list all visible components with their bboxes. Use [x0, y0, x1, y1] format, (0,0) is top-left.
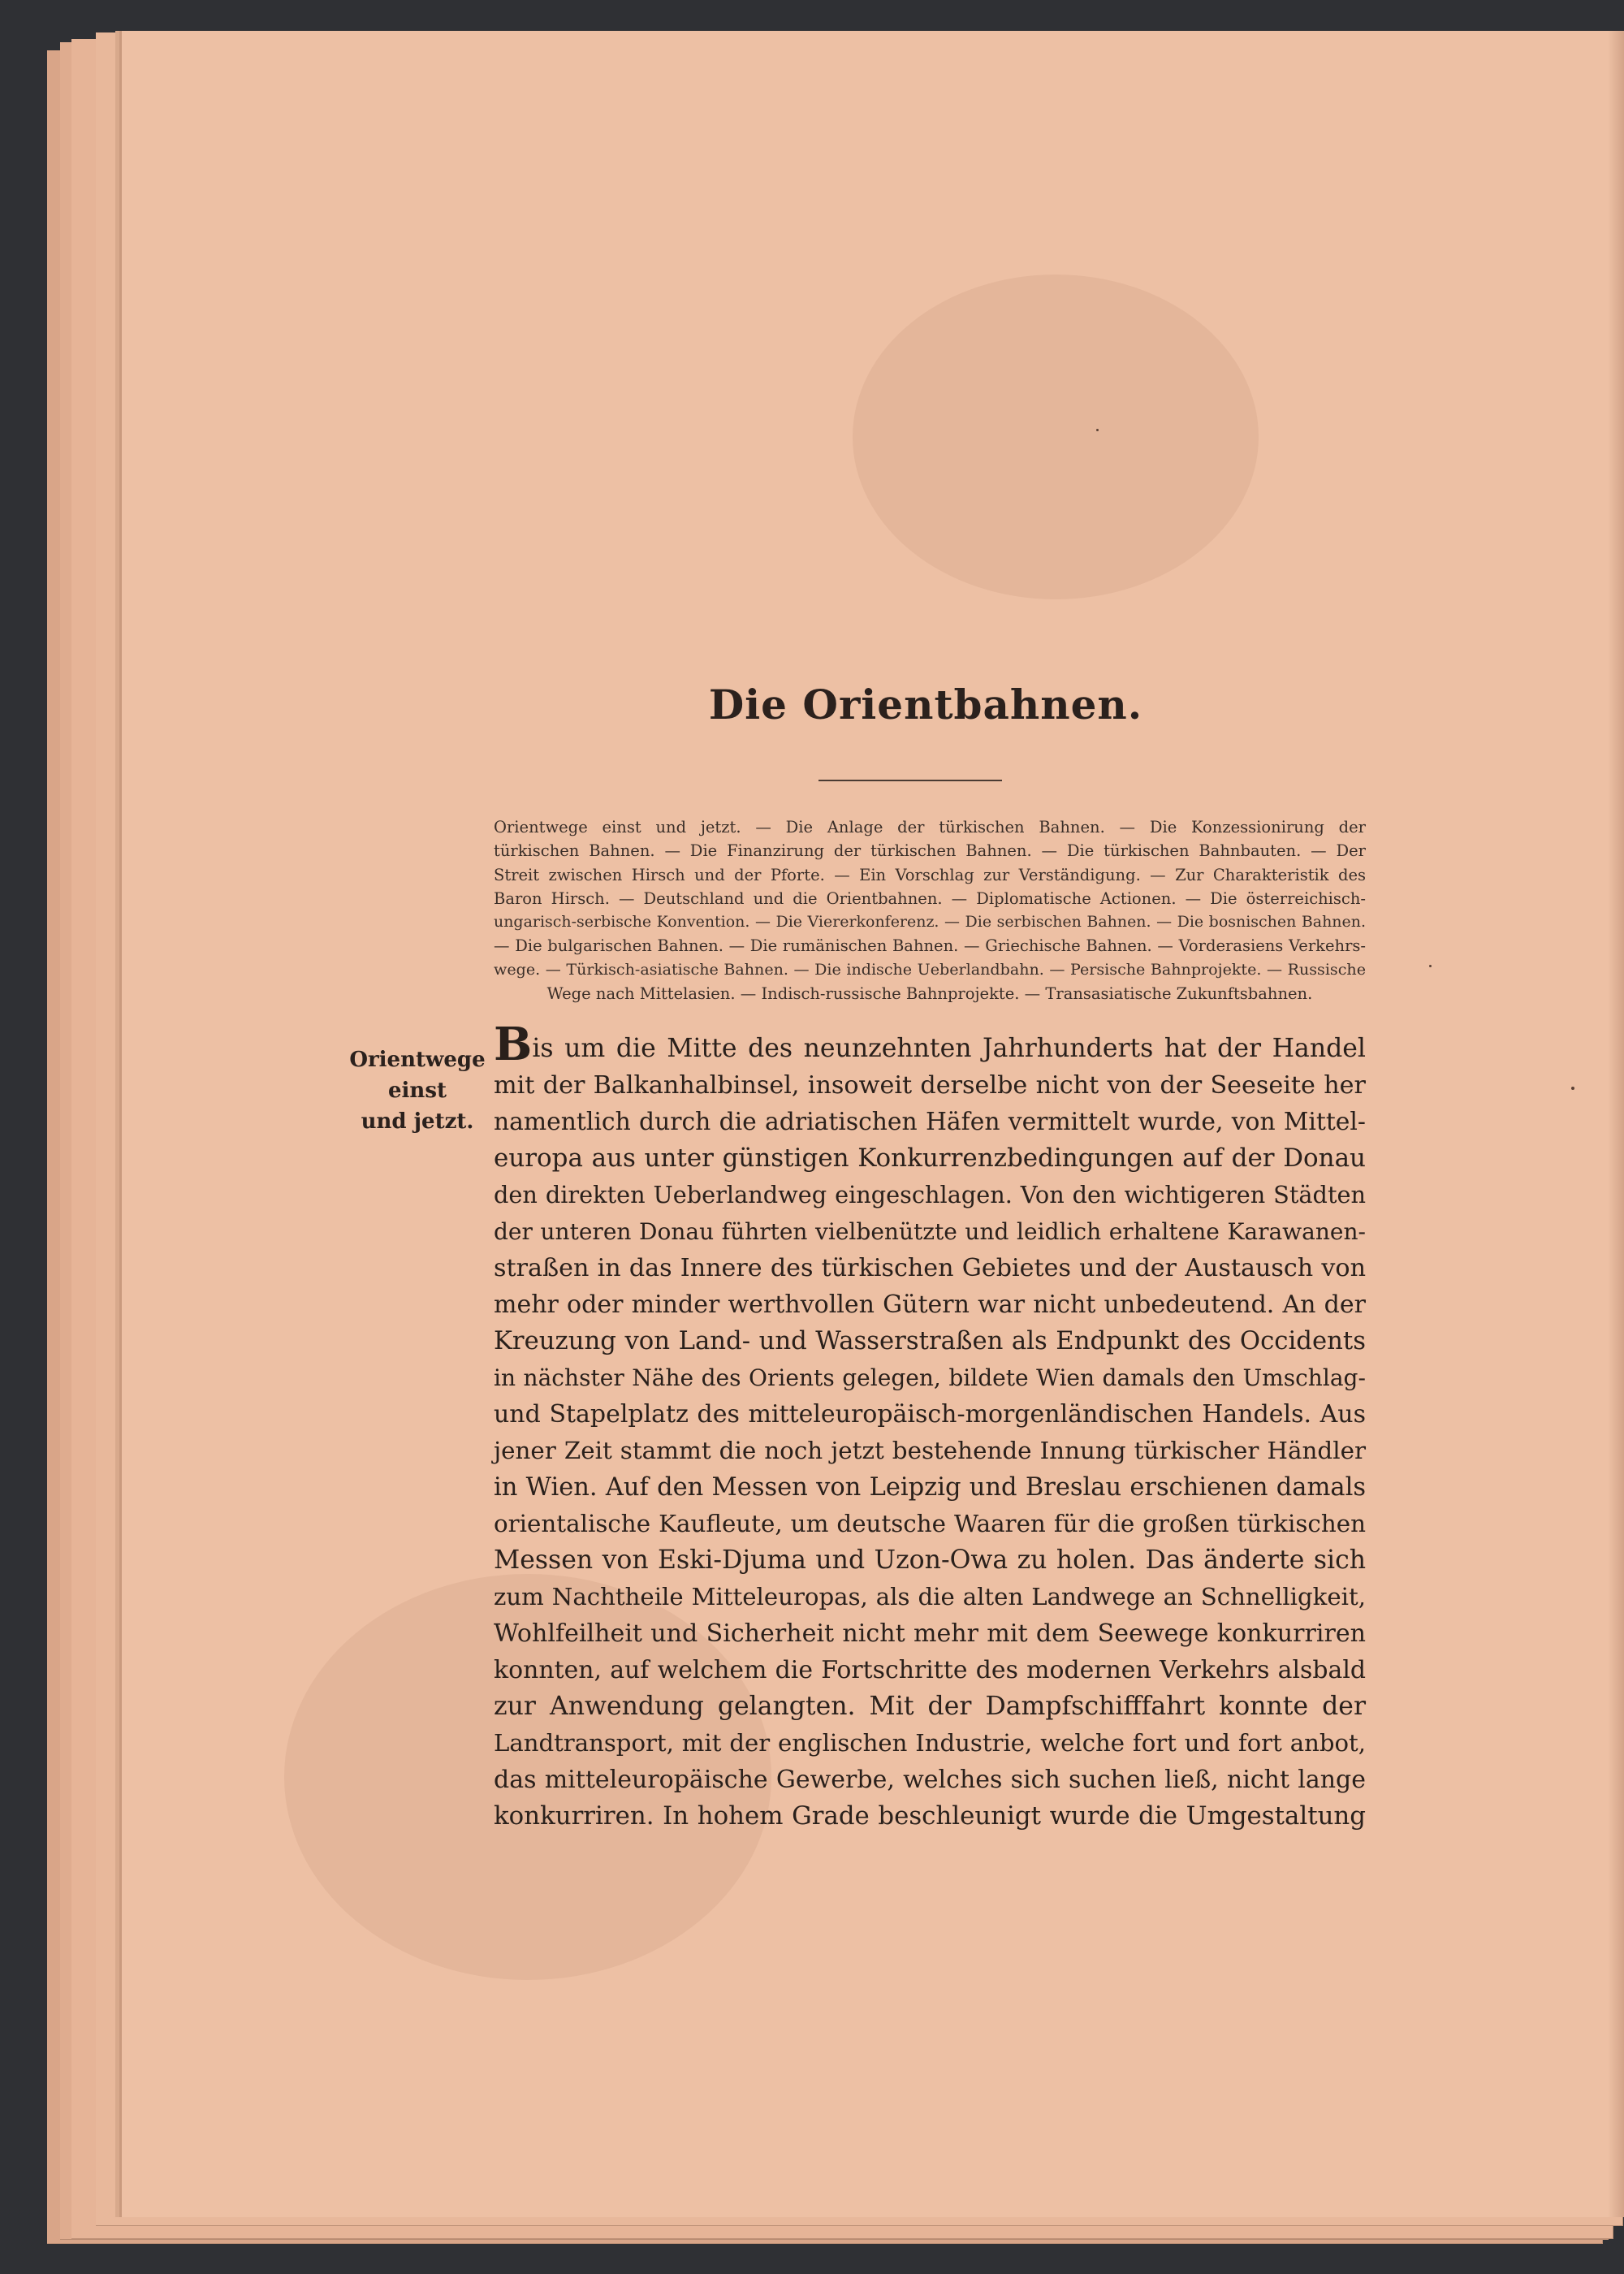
- body-line: mit der Balkanhalbinsel, insoweit derselbe nicht von der Seeseite her: [494, 1071, 1366, 1100]
- paper-stain: [853, 275, 1259, 599]
- summary-line: ungarisch-serbische Konvention. — Die Viererkonferenz. — Die serbischen Bahnen. — Die bosnischen Bahnen.: [494, 913, 1366, 932]
- paper-speck: [1096, 429, 1099, 431]
- summary-line: Streit zwischen Hirsch und der Pforte. — Ein Vorschlag zur Verständigung. — Zur Charakteristik des: [494, 865, 1366, 884]
- body-text: [494, 1018, 1366, 1835]
- body-line: in nächster Nähe des Orients gelegen, bildete Wien damals den Umschlag-: [494, 1364, 1366, 1391]
- body-line: den direkten Ueberlandweg eingeschlagen. Von den wichtigeren Städten: [494, 1181, 1366, 1208]
- drop-cap: B: [494, 1018, 533, 1071]
- summary-line: Orientwege einst und jetzt. — Die Anlage der türkischen Bahnen. — Die Konzessionirung der: [494, 818, 1366, 837]
- page-edge-shadow: [1608, 31, 1624, 2217]
- summary-line: — Die bulgarischen Bahnen. — Die rumänischen Bahnen. — Griechische Bahnen. — Vorderasiens Verkehrs-: [494, 936, 1366, 956]
- body-line-first: [494, 1018, 1366, 1071]
- body-line: Messen von Eski-Djuma und Uzon-Owa zu holen. Das änderte sich: [494, 1546, 1366, 1575]
- body-line: konkurriren. In hohem Grade beschleunigt wurde die Umgestaltung: [494, 1801, 1366, 1831]
- marginal-note-line: einst: [388, 1079, 447, 1103]
- title-divider: [818, 780, 1002, 781]
- marginal-note-line: und jetzt.: [361, 1109, 474, 1134]
- chapter-title: Die Orientbahnen.: [708, 681, 1143, 728]
- body-line: zum Nachtheile Mitteleuropas, als die alten Landwege an Schnelligkeit,: [494, 1583, 1366, 1610]
- paper-speck: [1429, 965, 1432, 967]
- body-line-first-text: is um die Mitte des neunzehnten Jahrhunderts hat der Handel: [532, 1034, 1366, 1063]
- body-line: orientalische Kaufleute, um deutsche Waaren für die großen türkischen: [494, 1510, 1366, 1537]
- body-line: mehr oder minder werthvollen Gütern war nicht unbedeutend. An der: [494, 1290, 1366, 1319]
- summary-line: Wege nach Mittelasien. — Indisch-russische Bahnprojekte. — Transasiatische Zukunftsbahnen.: [546, 984, 1313, 1004]
- body-line: konnten, auf welchem die Fortschritte des modernen Verkehrs alsbald: [494, 1656, 1366, 1684]
- chapter-summary: [494, 815, 1366, 1005]
- body-line: Kreuzung von Land- und Wasserstraßen als Endpunkt des Occidents: [494, 1326, 1366, 1355]
- body-line: der unteren Donau führten vielbenützte und leidlich erhaltene Karawanen-: [494, 1218, 1366, 1245]
- body-line: jener Zeit stammt die noch jetzt bestehende Innung türkischer Händler: [494, 1437, 1366, 1464]
- body-line: in Wien. Auf den Messen von Leipzig und Breslau erschienen damals: [494, 1473, 1366, 1502]
- body-line: das mitteleuropäische Gewerbe, welches sich suchen ließ, nicht lange: [494, 1766, 1366, 1794]
- body-line: zur Anwendung gelangten. Mit der Dampfschifffahrt konnte der: [494, 1692, 1366, 1721]
- summary-line: Baron Hirsch. — Deutschland und die Orientbahnen. — Diplomatische Actionen. — Die österreichisch-: [494, 888, 1366, 908]
- paper-speck: [1571, 1087, 1574, 1090]
- body-line: europa aus unter günstigen Konkurrenzbedingungen auf der Donau: [494, 1143, 1366, 1173]
- marginal-note: [348, 1044, 487, 1137]
- body-line: und Stapelplatz des mitteleuropäisch-morgenländischen Handels. Aus: [494, 1400, 1366, 1429]
- body-line: namentlich durch die adriatischen Häfen vermittelt wurde, von Mittel-: [494, 1108, 1366, 1136]
- marginal-note-line: Orientwege: [349, 1048, 486, 1072]
- body-line: Wohlfeilheit und Sicherheit nicht mehr mit dem Seewege konkurriren: [494, 1619, 1366, 1648]
- summary-line: türkischen Bahnen. — Die Finanzirung der türkischen Bahnen. — Die türkischen Bahnbauten. — Der: [494, 841, 1366, 861]
- body-line: straßen in das Innere des türkischen Gebietes und der Austausch von: [494, 1254, 1366, 1282]
- body-line: Landtransport, mit der englischen Industrie, welche fort und fort anbot,: [494, 1729, 1366, 1757]
- summary-line: wege. — Türkisch-asiatische Bahnen. — Die indische Ueberlandbahn. — Persische Bahnprojekte. — Russische: [494, 960, 1366, 979]
